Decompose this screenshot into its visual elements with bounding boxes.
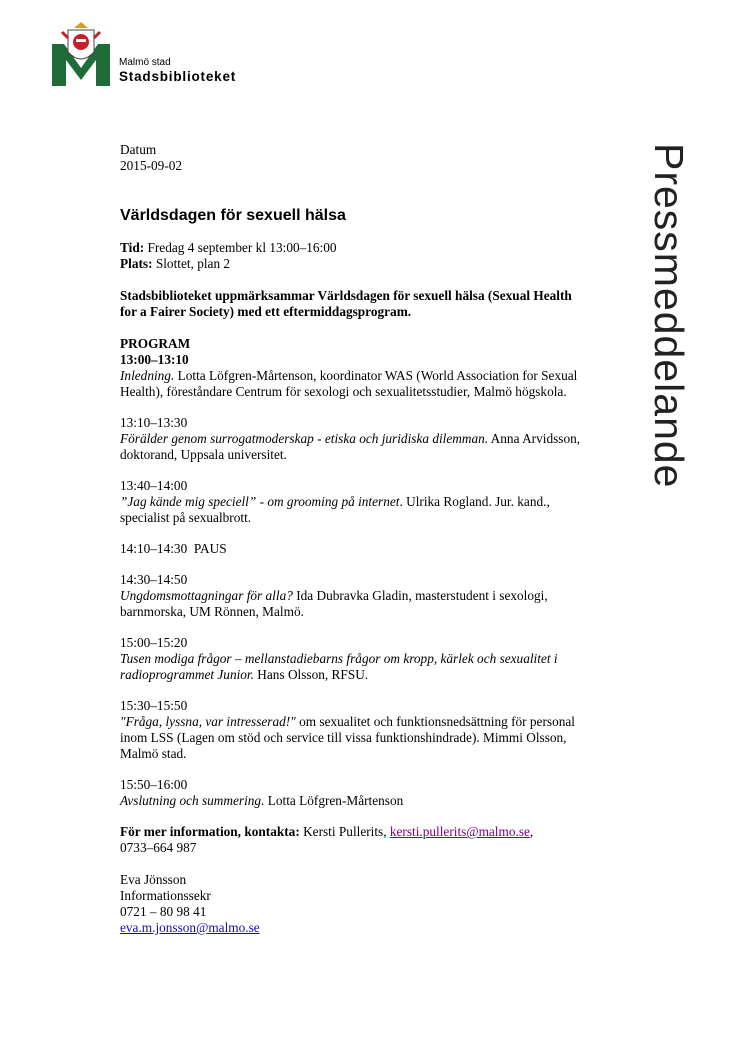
program-item-text: Ida Dubravka Gladin, masterstudent i sexologi, barnmorska, UM Rönnen, Malmö. <box>120 588 548 619</box>
time-value: Fredag 4 september kl 13:00–16:00 <box>147 240 337 255</box>
program-item-time: 13:10–13:30 <box>120 415 188 430</box>
program-item-text: . Ulrika Rogland. Jur. kand., specialist på sexualbrott. <box>120 494 550 525</box>
date-label: Datum <box>120 142 157 157</box>
page-title: Världsdagen för sexuell hälsa <box>120 207 346 224</box>
document-body <box>120 142 590 936</box>
program-item-time: 14:30–14:50 <box>120 572 188 587</box>
contact-email-link[interactable]: kersti.pullerits@malmo.se <box>389 824 530 839</box>
program-item-text: Lotta Löfgren-Mårtenson <box>264 793 404 808</box>
program-item-title: Tusen modiga frågor – mellanstadiebarns frågor om kropp, kärlek och sexualitet i radioprogrammet Junior. <box>120 651 558 682</box>
time-line <box>120 240 590 256</box>
program-heading: PROGRAM <box>120 336 191 351</box>
contact-line: För mer information, kontakta: Kersti Pullerits, kersti.pullerits@malmo.se, <box>120 824 534 839</box>
program-item <box>120 777 590 809</box>
city-label: Malmö stad <box>119 57 171 68</box>
program-item-title: "Fråga, lyssna, var intresserad!" <box>120 714 296 729</box>
program-item-text: Hans Olsson, RFSU. <box>253 667 369 682</box>
program-item-title: ”Jag kände mig speciell” - om grooming på internet <box>120 494 400 509</box>
program-item-title: Inledning. <box>120 368 175 383</box>
program-item <box>120 415 590 463</box>
program-item-title: Avslutning och summering. <box>120 793 265 808</box>
program-item-title: Ungdomsmottagningar för alla? <box>120 588 293 603</box>
program-item-time: 15:50–16:00 <box>120 777 188 792</box>
program-item-text: Anna Arvidsson, doktorand, Uppsala universitet. <box>120 431 581 462</box>
contact-phone: 0733–664 987 <box>120 840 197 855</box>
program-item <box>120 478 590 526</box>
signature-email-link[interactable]: eva.m.jonsson@malmo.se <box>120 920 260 935</box>
program-item-title: Förälder genom surrogatmoderskap - etiska och juridiska dilemman. <box>120 431 489 446</box>
malmo-stad-logo <box>52 22 110 86</box>
contact-name: Kersti Pullerits, <box>299 824 390 839</box>
time-label: Tid: <box>120 240 145 255</box>
place-value: Slottet, plan 2 <box>155 256 231 271</box>
program-item-time: 14:10–14:30 PAUS <box>120 541 227 556</box>
program-item <box>120 698 590 762</box>
program-item-text: Lotta Löfgren-Mårtenson, koordinator WAS (World Association for Sexual Health), föreståndare Centrum för sexologi och sexualitetsstudier, Malmö högskola. <box>120 368 578 399</box>
signature-name: Eva Jönsson <box>120 872 187 887</box>
date-value: 2015-09-02 <box>120 158 183 173</box>
department-label: Stadsbiblioteket <box>119 69 237 84</box>
program-item-pause <box>120 541 590 557</box>
place-line <box>120 256 590 272</box>
program-item-time: 15:00–15:20 <box>120 635 188 650</box>
program-item-time: 13:40–14:00 <box>120 478 188 493</box>
signature-phone: 0721 – 80 98 41 <box>120 904 207 919</box>
signature-role: Informationssekr <box>120 888 211 903</box>
contact-label: För mer information, kontakta: <box>120 824 300 839</box>
program-item-time: 13:00–13:10 <box>120 352 189 367</box>
press-release-vertical-title: Pressmeddelande <box>646 143 692 489</box>
place-label: Plats: <box>120 256 153 271</box>
program-item-time: 15:30–15:50 <box>120 698 188 713</box>
organization-name <box>119 57 236 85</box>
intro-paragraph: Stadsbiblioteket uppmärksammar Världsdagen för sexuell hälsa (Sexual Health for a Fairer Society) med ett eftermiddagsprogram. <box>120 288 572 319</box>
program-item-text: om sexualitet och funktionsnedsättning för personal inom LSS (Lagen om stöd och service till vissa funktionshindrade). Mimmi Olsson, Malmö stad. <box>120 714 575 761</box>
program-item <box>120 352 590 400</box>
program-item <box>120 572 590 620</box>
program-item <box>120 635 590 683</box>
